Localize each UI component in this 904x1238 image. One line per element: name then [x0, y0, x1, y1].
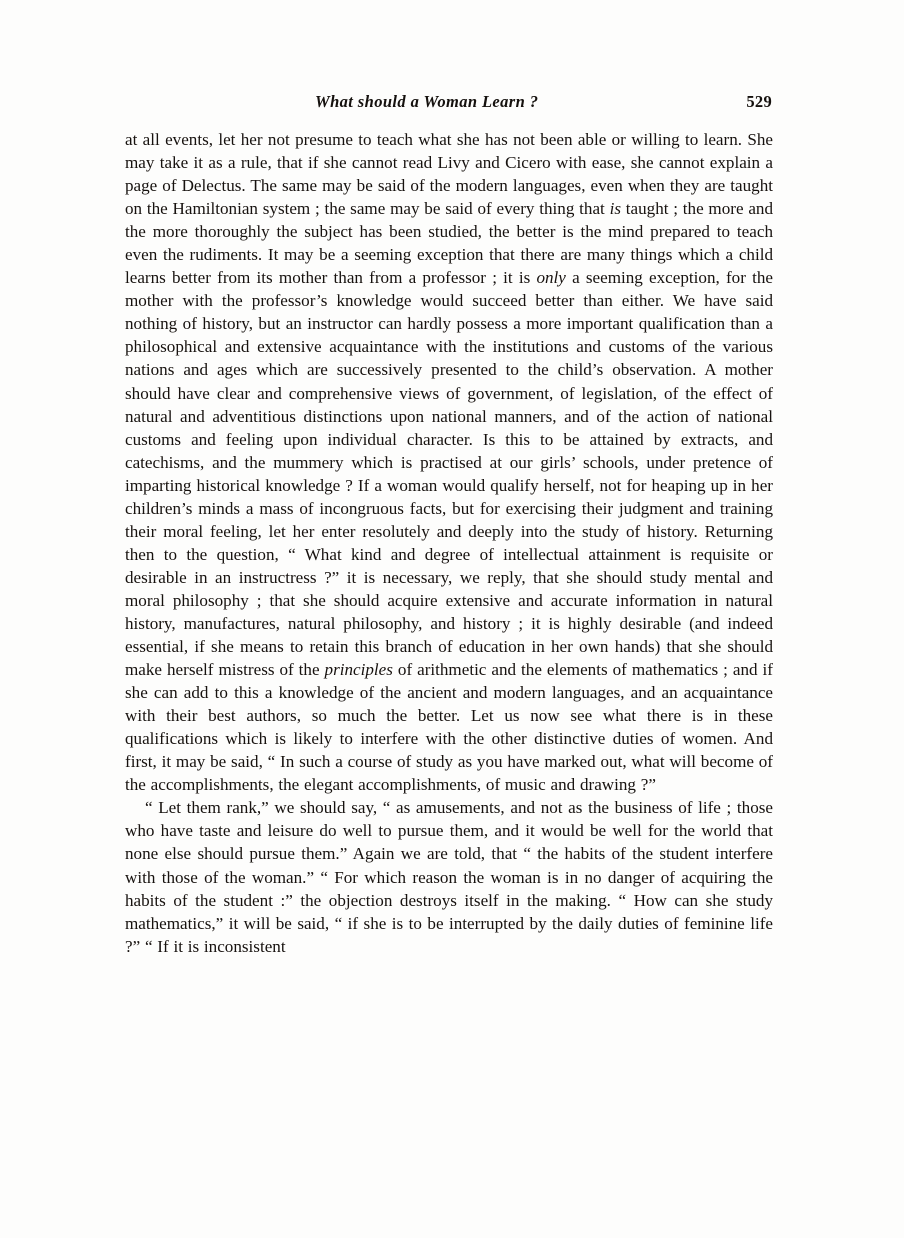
paragraph-1: [125, 128, 773, 796]
paragraph-1-segment-c: a seeming exception, for the mother with the professor’s knowledge would succeed better than either. We have said nothing of history, but an instructor can hardly possess a more important qualification than a philosophical and extensive acquaintance with the institutions and customs of the various nations and ages which are successively presented to the child’s observation. A mother should have clear and comprehensive views of government, of legislation, of the effect of natural and adventitious distinctions upon national manners, and of the action of national customs and feeling upon individual character. Is this to be attained by extracts, and catechisms, and the mummery which is practised at our girls’ schools, under pretence of imparting historical knowledge ? If a woman would qualify herself, not for heaping up in her children’s minds a mass of incongruous facts, but for exercising their judgment and training their moral feeling, let her enter resolutely and deeply into the study of history. Returning then to the question, “ What kind and degree of intellectual attainment is requisite or desirable in an instructress ?” it is necessary, we reply, that she should study mental and moral philosophy ; that she should acquire extensive and accurate information in natural history, manufactures, natural philosophy, and history ; it is highly desirable (and indeed essential, if she means to retain this branch of education in her own hands) that she should make herself mistress of the: [125, 268, 773, 680]
italic-word-only: only: [536, 268, 566, 288]
italic-word-is: is: [609, 199, 621, 219]
paragraph-1-segment-d: of arithmetic and the elements of mathematics ; and if she can add to this a knowledge of the ancient and modern languages, and an acquaintance with their best authors, so much the better. Let us now see what there is in these qualifications which is likely to interfere with the other distinctive duties of women. And first, it may be said, “ In such a course of study as you have marked out, what will become of the accomplishments, the elegant accomplishments, of music and drawing ?”: [125, 660, 773, 795]
paragraph-1-segment-b: taught ; the more and the more thoroughly the subject has been studied, the better is the mind prepared to teach even the rudiments. It may be a seeming exception that there are many things which a child learns better from its mother than from a professor ; it is: [125, 199, 774, 288]
italic-word-principles: principles: [324, 660, 393, 680]
running-head: [125, 92, 772, 114]
paragraph-2-segment-a: “ Let them rank,” we should say, “ as amusements, and not as the business of life ; those who have taste and leisure do well to pursue them, and it would be well for the world that none else should pursue them.” Again we are told, that “ the habits of the student interfere with those of the woman.” “ For which reason the woman is in no danger of acquiring the habits of the student :” the objection destroys itself in the making. “ How can she study mathematics,” it will be said, “ if she is to be interrupted by the daily duties of feminine life ?” “ If it is inconsistent: [125, 798, 773, 956]
paragraph-2: [125, 796, 773, 957]
text-block: [125, 128, 773, 958]
paragraph-1-segment-a: at all events, let her not presume to teach what she has not been able or willing to learn. She may take it as a rule, that if she cannot read Livy and Cicero with ease, she cannot explain a page of Delectus. The same may be said of the modern languages, even when they are taught on the Hamiltonian system ; the same may be said of every thing that: [125, 130, 773, 219]
running-head-title: What should a Woman Learn ?: [315, 92, 539, 111]
page-number: 529: [746, 92, 772, 111]
